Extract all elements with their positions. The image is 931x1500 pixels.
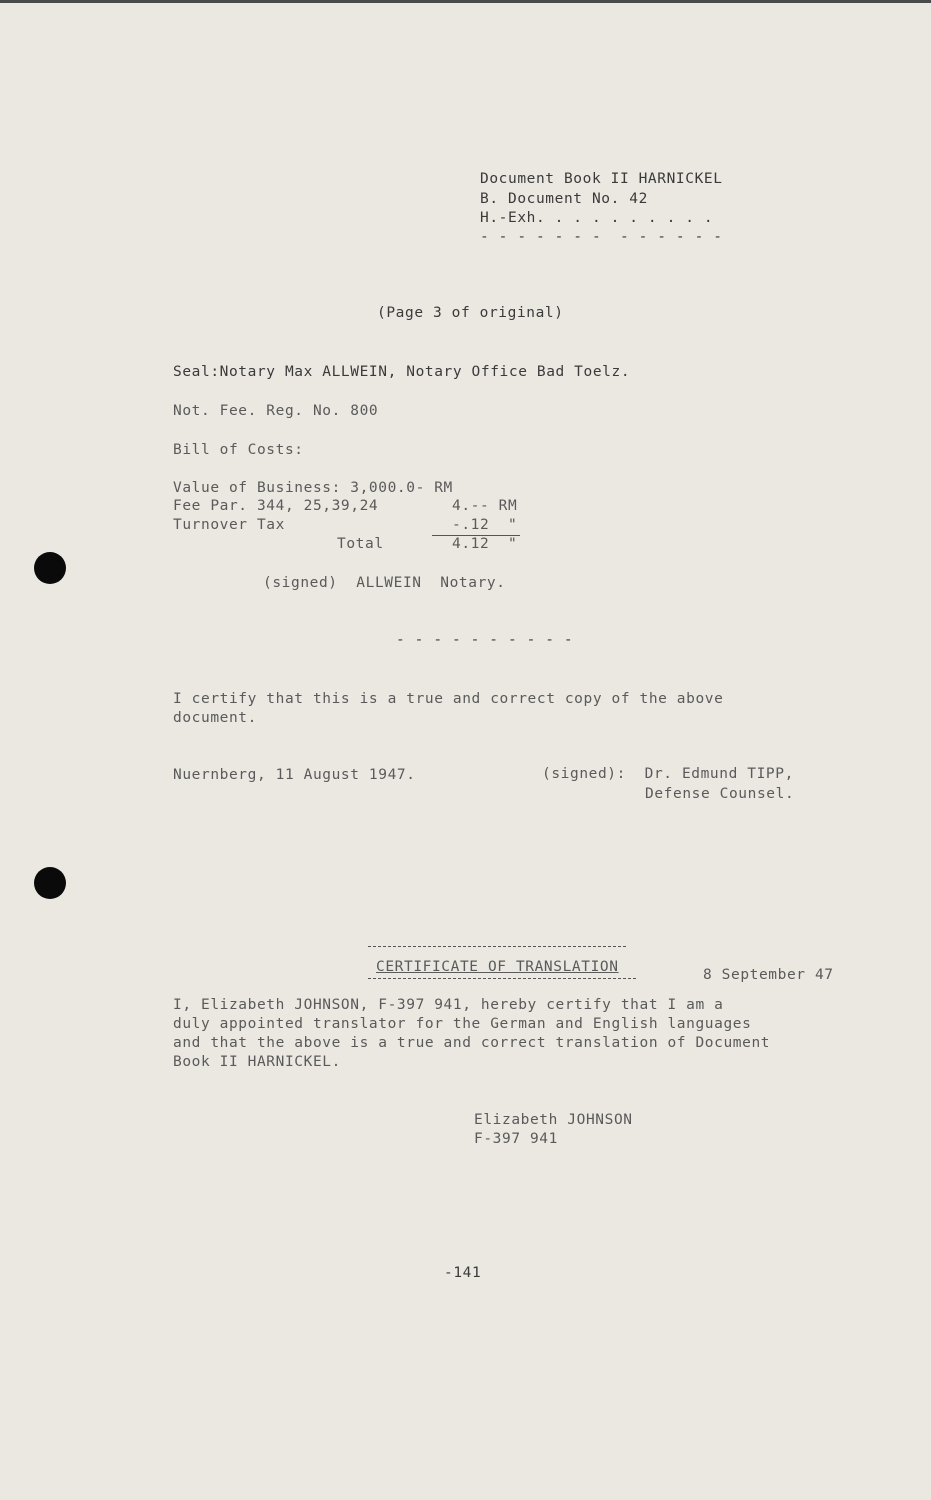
exhibit-line: H.-Exh. . . . . . . . . . [480,210,714,226]
certificate-title: CERTIFICATE OF TRANSLATION [376,959,619,975]
translator-id: F-397 941 [474,1131,558,1147]
header-dashes: - - - - - - - - - - - - - [480,229,723,245]
counsel-title: Defense Counsel. [645,786,795,802]
translation-line-4: Book II HARNICKEL. [173,1054,341,1070]
doc-book-line: Document Book II HARNICKEL [480,171,723,187]
bill-tax-label: Turnover Tax [173,517,285,533]
certify-line-2: document. [173,710,257,726]
bill-tax-value: -.12 " [452,517,518,533]
page-note: (Page 3 of original) [377,305,564,321]
certify-line-1: I certify that this is a true and correct copy of the above [173,691,724,707]
certificate-bottom-rule [368,978,636,979]
punch-hole-upper [34,552,66,584]
doc-number-line: B. Document No. 42 [480,191,648,207]
section-separator: - - - - - - - - - - [396,632,574,648]
translator-name: Elizabeth JOHNSON [474,1112,633,1128]
bill-total-label: Total [337,536,384,552]
translation-line-3: and that the above is a true and correct translation of Document [173,1035,771,1051]
certificate-date: 8 September 47 [703,967,834,983]
page-number: -141 [444,1265,482,1281]
bill-total-value: 4.12 " [452,536,518,552]
signed-notary: (signed) ALLWEIN Notary. [263,575,506,591]
bill-fee-value: 4.-- RM [452,498,518,514]
top-border [0,0,931,3]
seal-line: Seal:Notary Max ALLWEIN, Notary Office Bad Toelz. [173,364,631,380]
bill-fee-label: Fee Par. 344, 25,39,24 [173,498,379,514]
punch-hole-lower [34,867,66,899]
bill-title: Bill of Costs: [173,442,304,458]
bill-value-business: Value of Business: 3,000.0- RM [173,480,453,496]
translation-line-2: duly appointed translator for the German and English languages [173,1016,752,1032]
signed-counsel: (signed): Dr. Edmund TIPP, [542,766,794,782]
place-date: Nuernberg, 11 August 1947. [173,767,416,783]
notary-fee-line: Not. Fee. Reg. No. 800 [173,403,379,419]
translation-line-1: I, Elizabeth JOHNSON, F-397 941, hereby certify that I am a [173,997,724,1013]
certificate-top-rule [368,946,626,947]
